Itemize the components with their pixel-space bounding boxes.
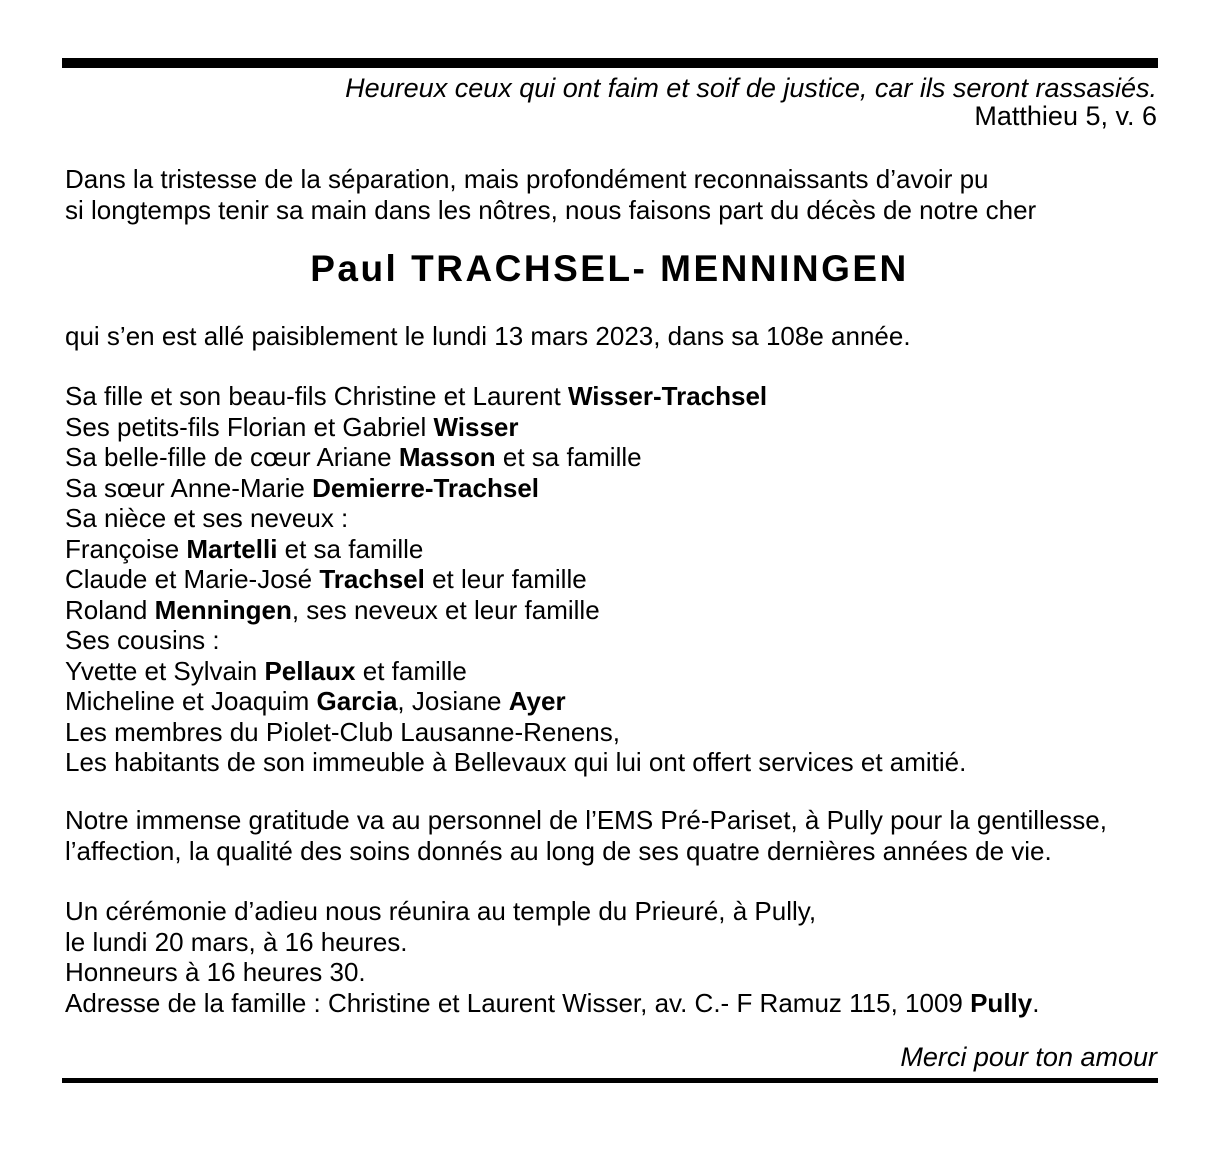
text-line <box>65 473 1175 504</box>
text: Les habitants de son immeuble à Bellevaux qui lui ont offert services et amitié. <box>65 747 967 777</box>
text-line <box>65 442 1175 473</box>
text-line <box>65 747 1175 778</box>
text: Claude et Marie-José <box>65 564 320 594</box>
text-line <box>65 836 1175 867</box>
text-line <box>65 957 1175 988</box>
text: et leur famille <box>424 564 587 594</box>
text-line <box>65 686 1175 717</box>
text: Françoise <box>65 533 187 564</box>
text-line <box>65 717 1175 748</box>
text: Roland <box>65 594 155 625</box>
text: si longtemps tenir sa main dans les nôtres, nous faisons part du décès de notre cher <box>65 195 1037 225</box>
text: Adresse de la famille : Christine et Laurent Wisser, av. C.- F Ramuz 115, 1009 <box>65 987 971 1018</box>
top-rule <box>62 58 1158 68</box>
text: Un cérémonie d’adieu nous réunira au temple du Prieuré, à Pully, <box>65 896 817 926</box>
gratitude-paragraph <box>65 805 1175 867</box>
text-line <box>65 164 1175 195</box>
bold-text: Martelli <box>186 533 278 564</box>
text-line <box>65 595 1175 626</box>
text: Sa nièce et ses neveux : <box>65 503 349 533</box>
text-line <box>65 927 1175 958</box>
text: Dans la tristesse de la séparation, mais profondément reconnaissants d’avoir pu <box>65 164 989 194</box>
text-line <box>65 896 1175 927</box>
text-line <box>65 805 1175 836</box>
bold-text: Masson <box>398 442 496 472</box>
text: et famille <box>355 655 467 686</box>
text: . <box>1032 987 1040 1018</box>
intro-paragraph <box>65 164 1175 226</box>
closing-message: Merci pour ton amour <box>900 1042 1157 1072</box>
text: , ses neveux et leur famille <box>291 594 600 625</box>
deceased-name: Paul TRACHSEL- MENNINGEN <box>310 248 909 289</box>
bold-text: Pully <box>970 987 1033 1018</box>
text: le lundi 20 mars, à 16 heures. <box>65 926 408 957</box>
bottom-rule <box>62 1078 1158 1083</box>
text: l’affection, la qualité des soins donnés au long de ses quatre dernières années de vie. <box>65 836 1052 866</box>
scripture-quote: Heureux ceux qui ont faim et soif de justice, car ils seront rassasiés. <box>345 73 1157 103</box>
text: Honneurs à 16 heures 30. <box>65 957 366 987</box>
text: Micheline et Joaquim <box>65 686 317 716</box>
death-statement: qui s’en est allé paisiblement le lundi 13 mars 2023, dans sa 108e année. <box>65 321 911 351</box>
family-list <box>65 381 1175 778</box>
bold-text: Ayer <box>508 686 566 716</box>
ceremony-details <box>65 896 1175 1018</box>
text-line <box>65 503 1175 534</box>
bold-text: Wisser <box>433 411 519 442</box>
bold-text: Pellaux <box>264 655 356 686</box>
text: Sa belle-fille de cœur Ariane <box>65 442 399 472</box>
bold-text: Menningen <box>154 594 292 625</box>
bold-text: Trachsel <box>319 564 425 594</box>
text: Les membres du Piolet-Club Lausanne-Renens, <box>65 716 620 747</box>
bold-text: Wisser-Trachsel <box>567 381 768 411</box>
text-line <box>65 412 1175 443</box>
scripture-reference: Matthieu 5, v. 6 <box>974 101 1157 131</box>
text-line <box>65 656 1175 687</box>
text: Ses petits-fils Florian et Gabriel <box>65 411 434 442</box>
text: et sa famille <box>495 442 642 472</box>
text-line <box>65 564 1175 595</box>
text: Yvette et Sylvain <box>65 655 265 686</box>
text-line <box>65 381 1175 412</box>
text: Sa fille et son beau-fils Christine et Laurent <box>65 381 568 411</box>
text: , Josiane <box>397 686 509 716</box>
bold-text: Demierre-Trachsel <box>312 472 539 503</box>
text: Ses cousins : <box>65 625 220 655</box>
text-line <box>65 195 1175 226</box>
text: Notre immense gratitude va au personnel de l’EMS Pré-Pariset, à Pully pour la gentillesse, <box>65 805 1107 835</box>
text-line <box>65 625 1175 656</box>
text-line <box>65 988 1175 1019</box>
text-line <box>65 534 1175 565</box>
bold-text: Garcia <box>316 686 398 716</box>
text: Sa sœur Anne-Marie <box>65 472 313 503</box>
text: et sa famille <box>277 533 424 564</box>
